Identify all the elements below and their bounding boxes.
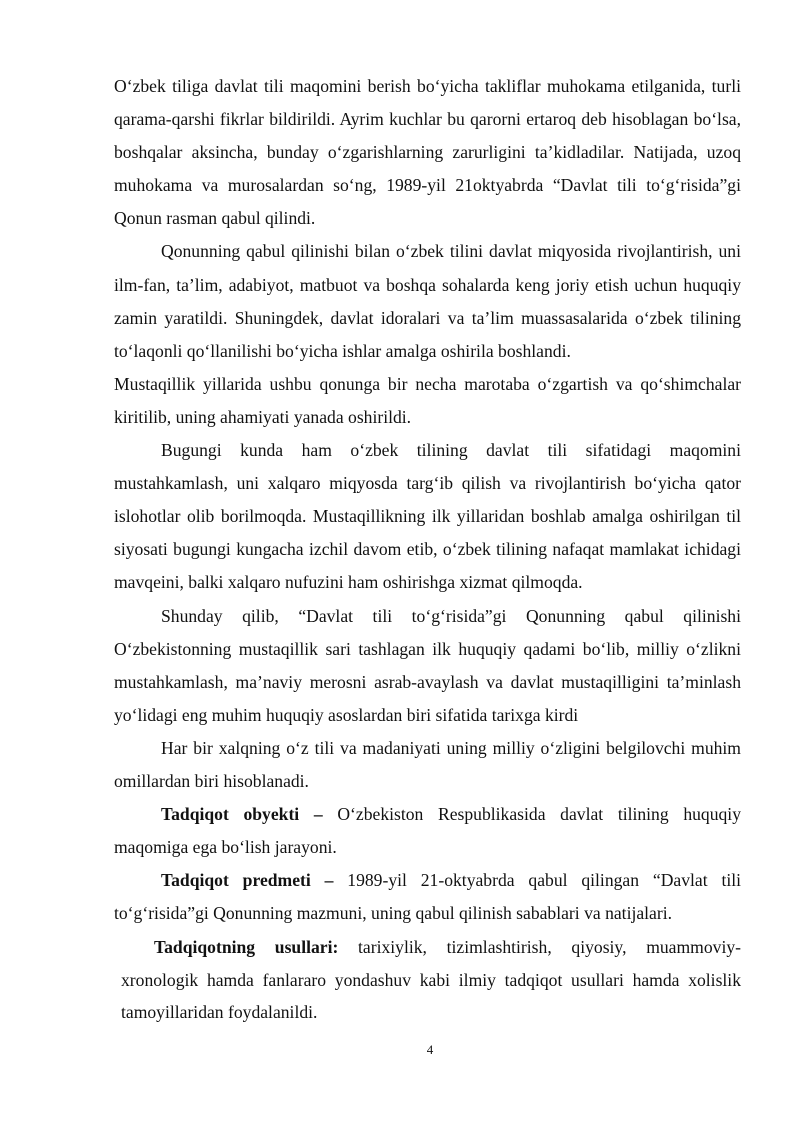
research-object-text: O‘zbekiston Respublikasida davlat tilining huquqiy maqomiga ega bo‘lish jarayoni. [114, 804, 741, 858]
paragraph-research-subject [114, 864, 741, 930]
paragraph-language-culture: Har bir xalqning o‘z tili va madaniyati uning milliy o‘zligini belgilovchi muhim omillardan biri hisoblanadi. [114, 737, 741, 791]
paragraph-current-reforms: Bugungi kunda ham o‘zbek tilining davlat tili sifatidagi maqomini mustahkamlash, uni xalqaro miqyosda targ‘ib qilish va rivojlantirish bo‘yicha qator islohotlar olib borilmoqda. Mustaqillikning ilk yillaridan boshlab amalga oshirilgan til siyosati bugungi kungacha izchil davom etib, o‘zbek tilining nafaqat mamlakat ichidagi mavqeini, balki xalqaro nufuzini ham oshirishga xizmat qilmoqda. [114, 440, 741, 593]
research-subject-label: Tadqiqot predmeti – [161, 870, 334, 891]
research-object-label: Tadqiqot obyekti – [161, 804, 323, 825]
research-subject-text: 1989-yil 21-oktyabrda qabul qilingan “Davlat tili to‘g‘risida”gi Qonunning mazmuni, uning qabul qilinish sabablari va natijalari. [114, 870, 741, 924]
research-methods-label: Tadqiqotning usullari: [154, 937, 339, 958]
paragraph-research-object [114, 798, 741, 864]
research-methods-text: tarixiylik, tizimlashtirish, qiyosiy, muammoviy-xronologik hamda fanlararo yondashuv kabi ilmiy tadqiqot usullari hamda xolislik tamoyillaridan foydalanildi. [121, 937, 741, 1022]
paragraph-conclusion: Shunday qilib, “Davlat tili to‘g‘risida”gi Qonunning qabul qilinishi O‘zbekistonning mustaqillik sari tashlagan ilk huquqiy qadami bo‘lib, milliy o‘zlikni mustahkamlash, ma’naviy merosni asrab-avaylash va davlat mustaqilligini ta’minlash yo‘lidagi eng muhim huquqiy asoslardan biri sifatida tarixga kirdi [114, 605, 741, 725]
paragraph-law-adoption: O‘zbek tiligа davlat tili maqomini berish bo‘yicha takliflar muhokama etilganida, turli qarama-qarshi fikrlar bildirildi. Ayrim kuchlar bu qarorni ertaroq deb hisoblagan bo‘lsa, boshqalar aksincha, bunday o‘zgarishlarning zarurligini ta’kidladilar. Natijada, uzoq muhokama va murosalardan so‘ng, 1989-yil 21oktyabrda “Davlat tili to‘g‘risida”gi Qonun rasman qabul qilindi. [114, 76, 741, 229]
page-number: 4 [426, 1042, 434, 1057]
paragraph-independence-amendments: Mustaqillik yillarida ushbu qonunga bir necha marotaba o‘zgartish va qo‘shimchalar kiritilib, uning ahamiyati yanada oshirildi. [114, 373, 741, 427]
paragraph-research-methods [121, 931, 741, 1028]
paragraph-legal-basis: Qonunning qabul qilinishi bilan o‘zbek tilini davlat miqyosida rivojlantirish, uni ilm-fan, ta’lim, adabiyot, matbuot va boshqa sohalarda keng joriy etish uchun huquqiy zamin yaratildi. Shuningdek, davlat idoralari va ta’lim muassasalarida o‘zbek tilining to‘laqonli qo‘llanilishi bo‘yicha ishlar amalga oshirila boshlandi. [114, 241, 741, 361]
body-text [114, 70, 741, 1028]
